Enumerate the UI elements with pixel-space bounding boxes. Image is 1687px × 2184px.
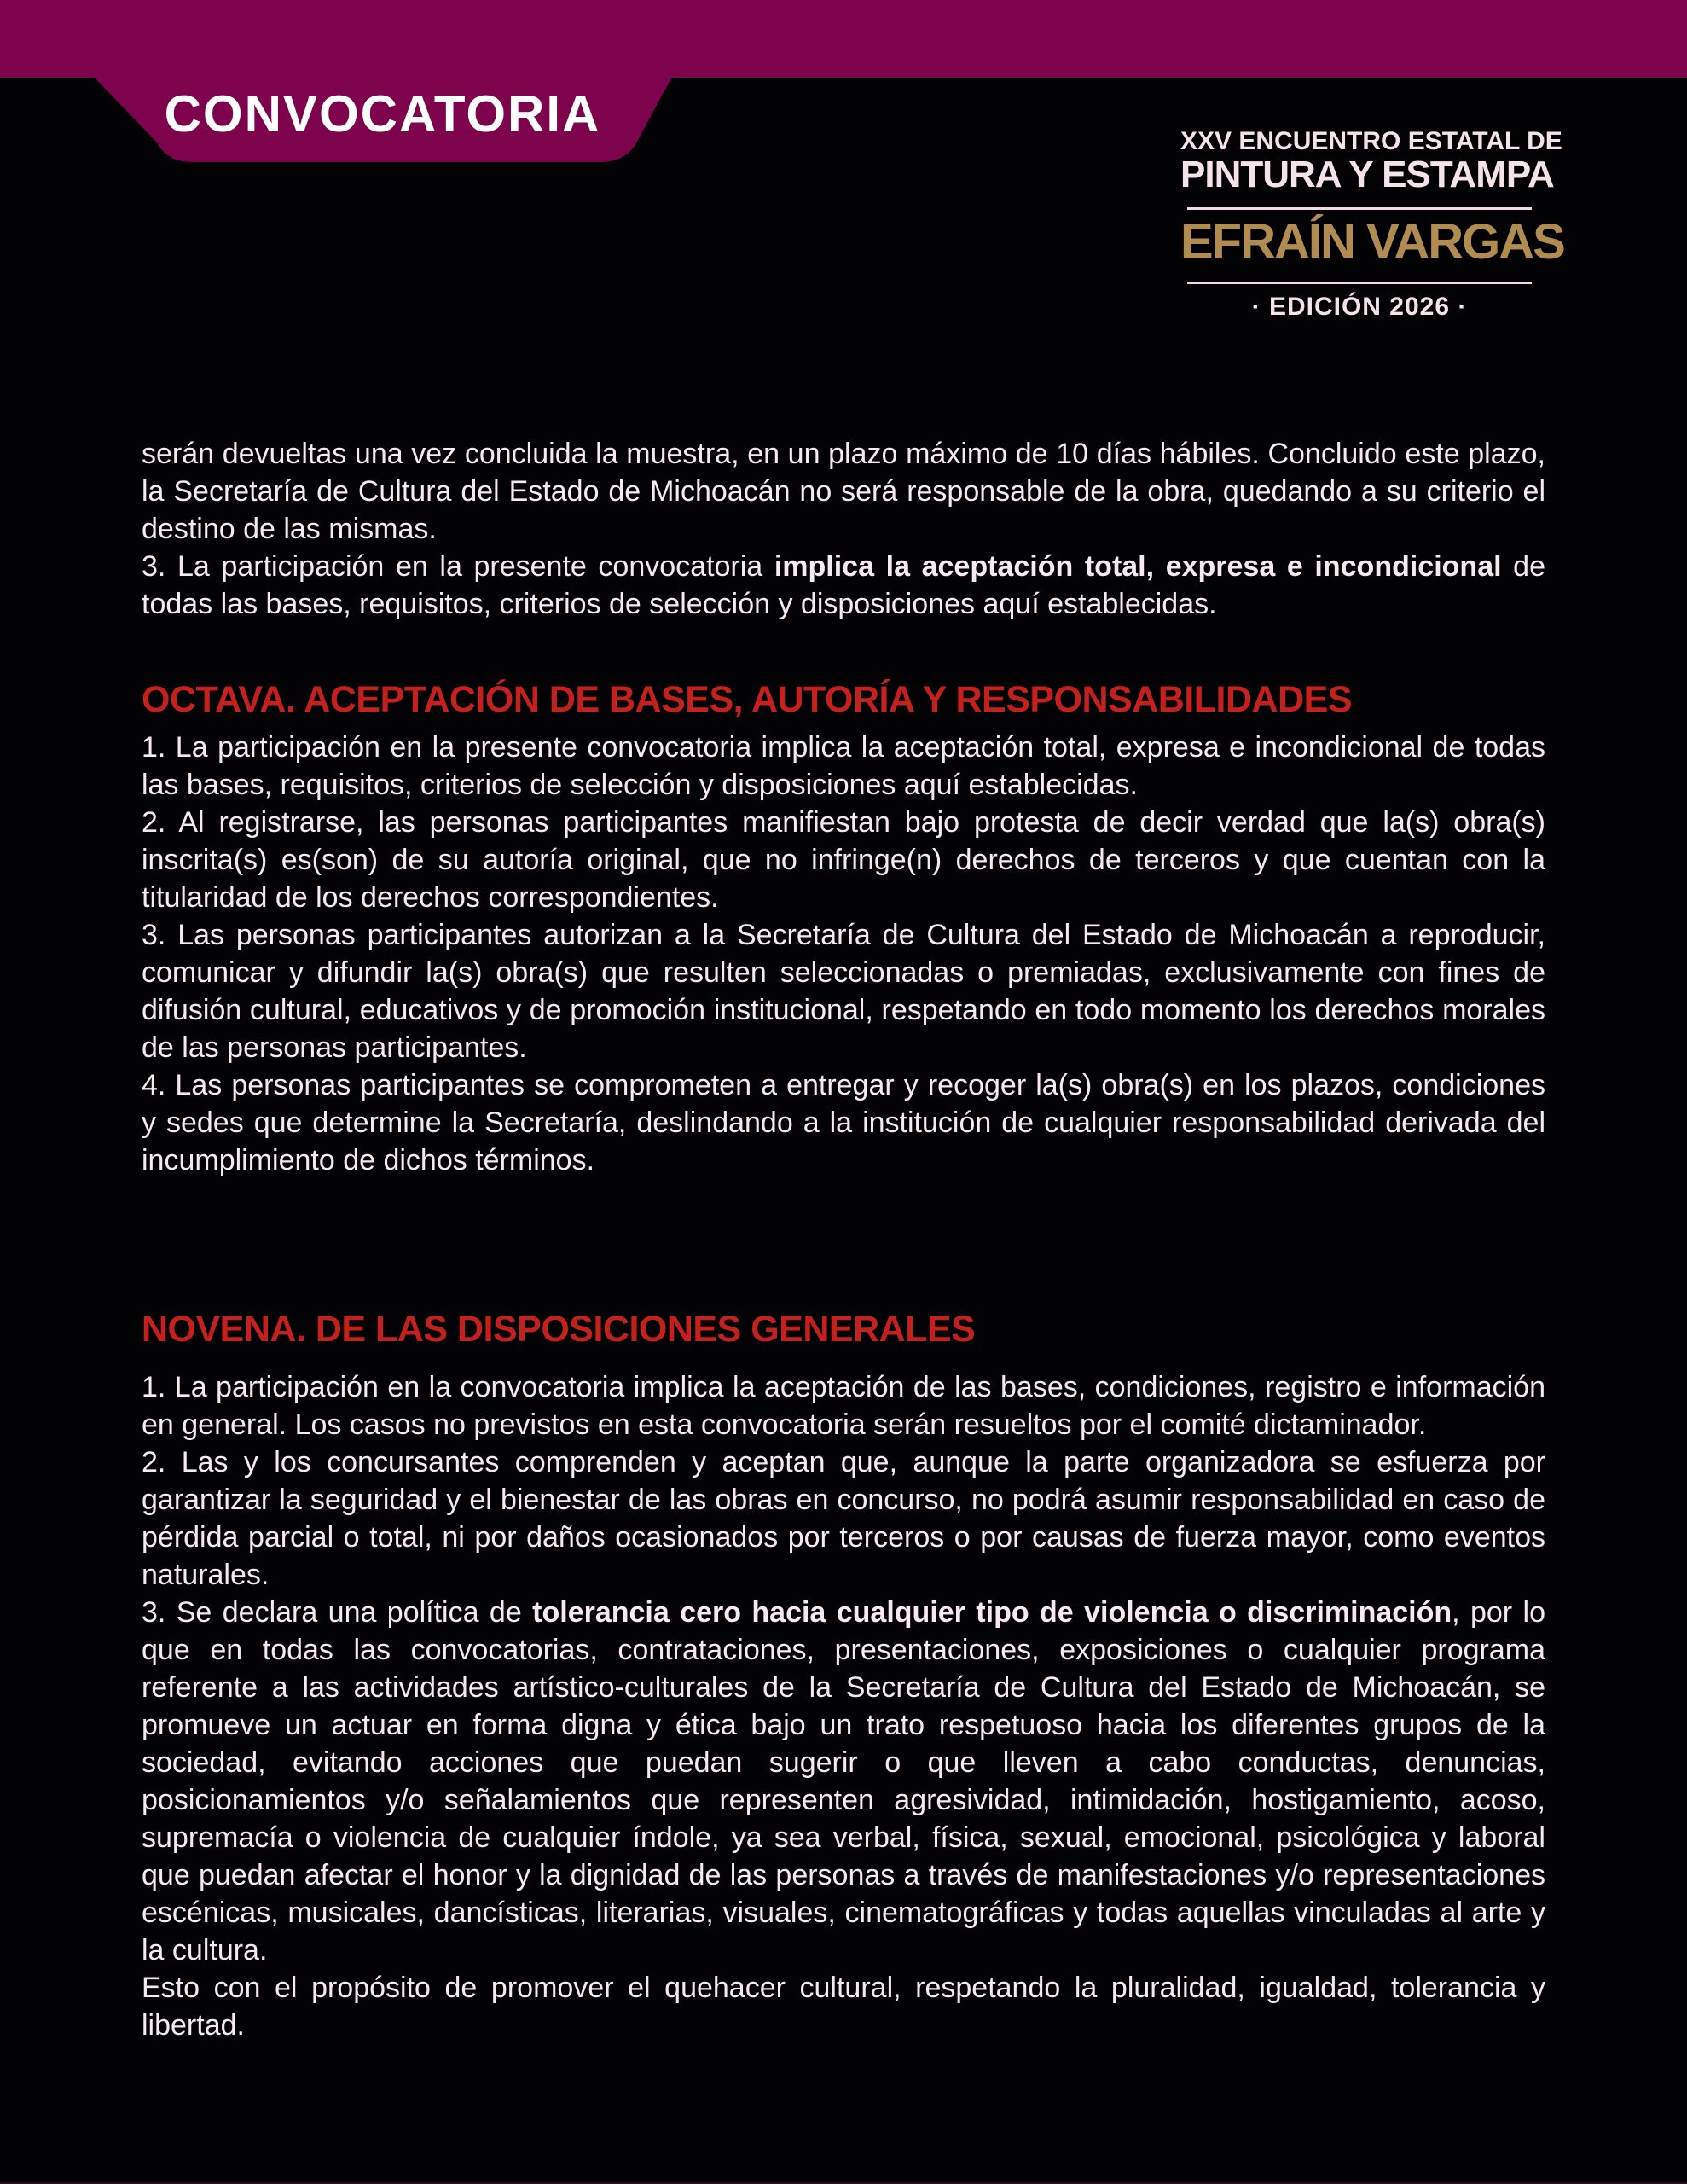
section-heading: OCTAVA. ACEPTACIÓN DE BASES, AUTORÍA Y RESPONSABILIDADES (142, 679, 1353, 720)
document-body (142, 435, 1545, 2044)
paragraph-segment: serán devueltas una vez concluida la muestra, en un plazo máximo de 10 días hábiles. Concluido este plazo, la Secretaría de Cultura del Estado de Michoacán no será responsable de la obra, quedando a su criterio el destino de las mismas. (142, 438, 1545, 545)
body-paragraph (142, 1594, 1545, 1969)
paragraph-segment: 1. La participación en la presente convocatoria implica la aceptación total, expresa e incondicional de todas las bases, requisitos, criterios de selección y disposiciones aquí establecidas. (142, 731, 1545, 801)
paragraph-segment-bold: implica la aceptación total, expresa e incondicional (774, 550, 1502, 583)
logo-divider-top (1187, 207, 1532, 210)
body-paragraph (142, 1443, 1545, 1594)
body-paragraph (142, 1969, 1545, 2044)
body-paragraph (142, 1066, 1545, 1179)
event-logo (1180, 127, 1564, 321)
paragraph-segment: 2. Al registrarse, las personas participantes manifiestan bajo protesta de decir verdad que la(s) obra(s) inscrita(s) es(son) de su autoría original, que no infringe(n) derechos de terceros y que cuentan con la titularidad de los derechos correspondientes. (142, 806, 1545, 914)
logo-edition: · EDICIÓN 2026 · (1251, 293, 1468, 321)
paragraph-segment-bold: tolerancia cero hacia cualquier tipo de violencia o discriminación (532, 1596, 1452, 1629)
body-paragraph (142, 729, 1545, 804)
body-paragraph (142, 916, 1545, 1066)
paragraph-segment: 3. Las personas participantes autorizan a la Secretaría de Cultura del Estado de Michoacán a reproducir, comunicar y difundir la(s) obra(s) que resulten seleccionadas o premiadas, exclusivamente con fines de difusión cultural, educativos y de promoción institucional, respetando en todo momento los derechos morales de las personas participantes. (142, 919, 1545, 1064)
body-paragraph (142, 548, 1545, 623)
logo-title: PINTURA Y ESTAMPA (1180, 154, 1554, 195)
paragraph-segment: Esto con el propósito de promover el quehacer cultural, respetando la pluralidad, igualdad, tolerancia y libertad. (142, 1972, 1545, 2042)
paragraph-segment: 4. Las personas participantes se comprometen a entregar y recoger la(s) obra(s) en los plazos, condiciones y sedes que determine la Secretaría, deslindando a la institución de cualquier responsabilidad derivada del incumplimiento de dichos términos. (142, 1069, 1545, 1176)
body-paragraph (142, 435, 1545, 548)
paragraph-segment: de todas las bases, requisitos, criterios de selección y disposiciones aquí establecidas. (142, 550, 1545, 620)
logo-subtitle: XXV ENCUENTRO ESTATAL DE (1180, 127, 1562, 155)
logo-name: EFRAÍN VARGAS (1180, 214, 1564, 270)
page-title: CONVOCATORIA (164, 85, 601, 142)
paragraph-segment: 3. Se declara una política de (142, 1596, 533, 1629)
body-paragraph (142, 804, 1545, 916)
paragraph-segment: 2. Las y los concursantes comprenden y aceptan que, aunque la parte organizadora se esfuerza por garantizar la seguridad y el bienestar de las obras en concurso, no podrá asumir responsabilidad en caso de pérdida parcial o total, ni por daños ocasionados por terceros o por causas de fuerza mayor, como eventos naturales. (142, 1446, 1545, 1591)
paragraph-segment: , por lo que en todas las convocatorias, contrataciones, presentaciones, exposiciones o cualquier programa referente a las actividades artístico-culturales de la Secretaría de Cultura del Estado de Michoacán, se promueve un actuar en forma digna y ética bajo un trato respetuoso hacia los diferentes grupos de la sociedad, evitando acciones que puedan sugerir o que lleven a cabo conductas, denuncias, posicionamientos y/o señalamientos que representen agresividad, intimidación, hostigamiento, acoso, supremacía o violencia de cualquier índole, ya sea verbal, física, sexual, emocional, psicológica y laboral que puedan afectar el honor y la dignidad de las personas a través de manifestaciones y/o representaciones escénicas, musicales, dancísticas, literarias, visuales, cinematográficas y todas aquellas vinculadas al arte y la cultura. (142, 1596, 1545, 1966)
paragraph-segment: 1. La participación en la convocatoria implica la aceptación de las bases, condiciones, registro e información en general. Los casos no previstos en esta convocatoria serán resueltos por el comité dictaminador. (142, 1371, 1545, 1441)
paragraph-segment: 3. La participación en la presente convocatoria (142, 550, 774, 583)
body-paragraph (142, 1368, 1545, 1443)
section-heading: NOVENA. DE LAS DISPOSICIONES GENERALES (142, 1309, 976, 1350)
logo-divider-bottom (1187, 282, 1532, 284)
